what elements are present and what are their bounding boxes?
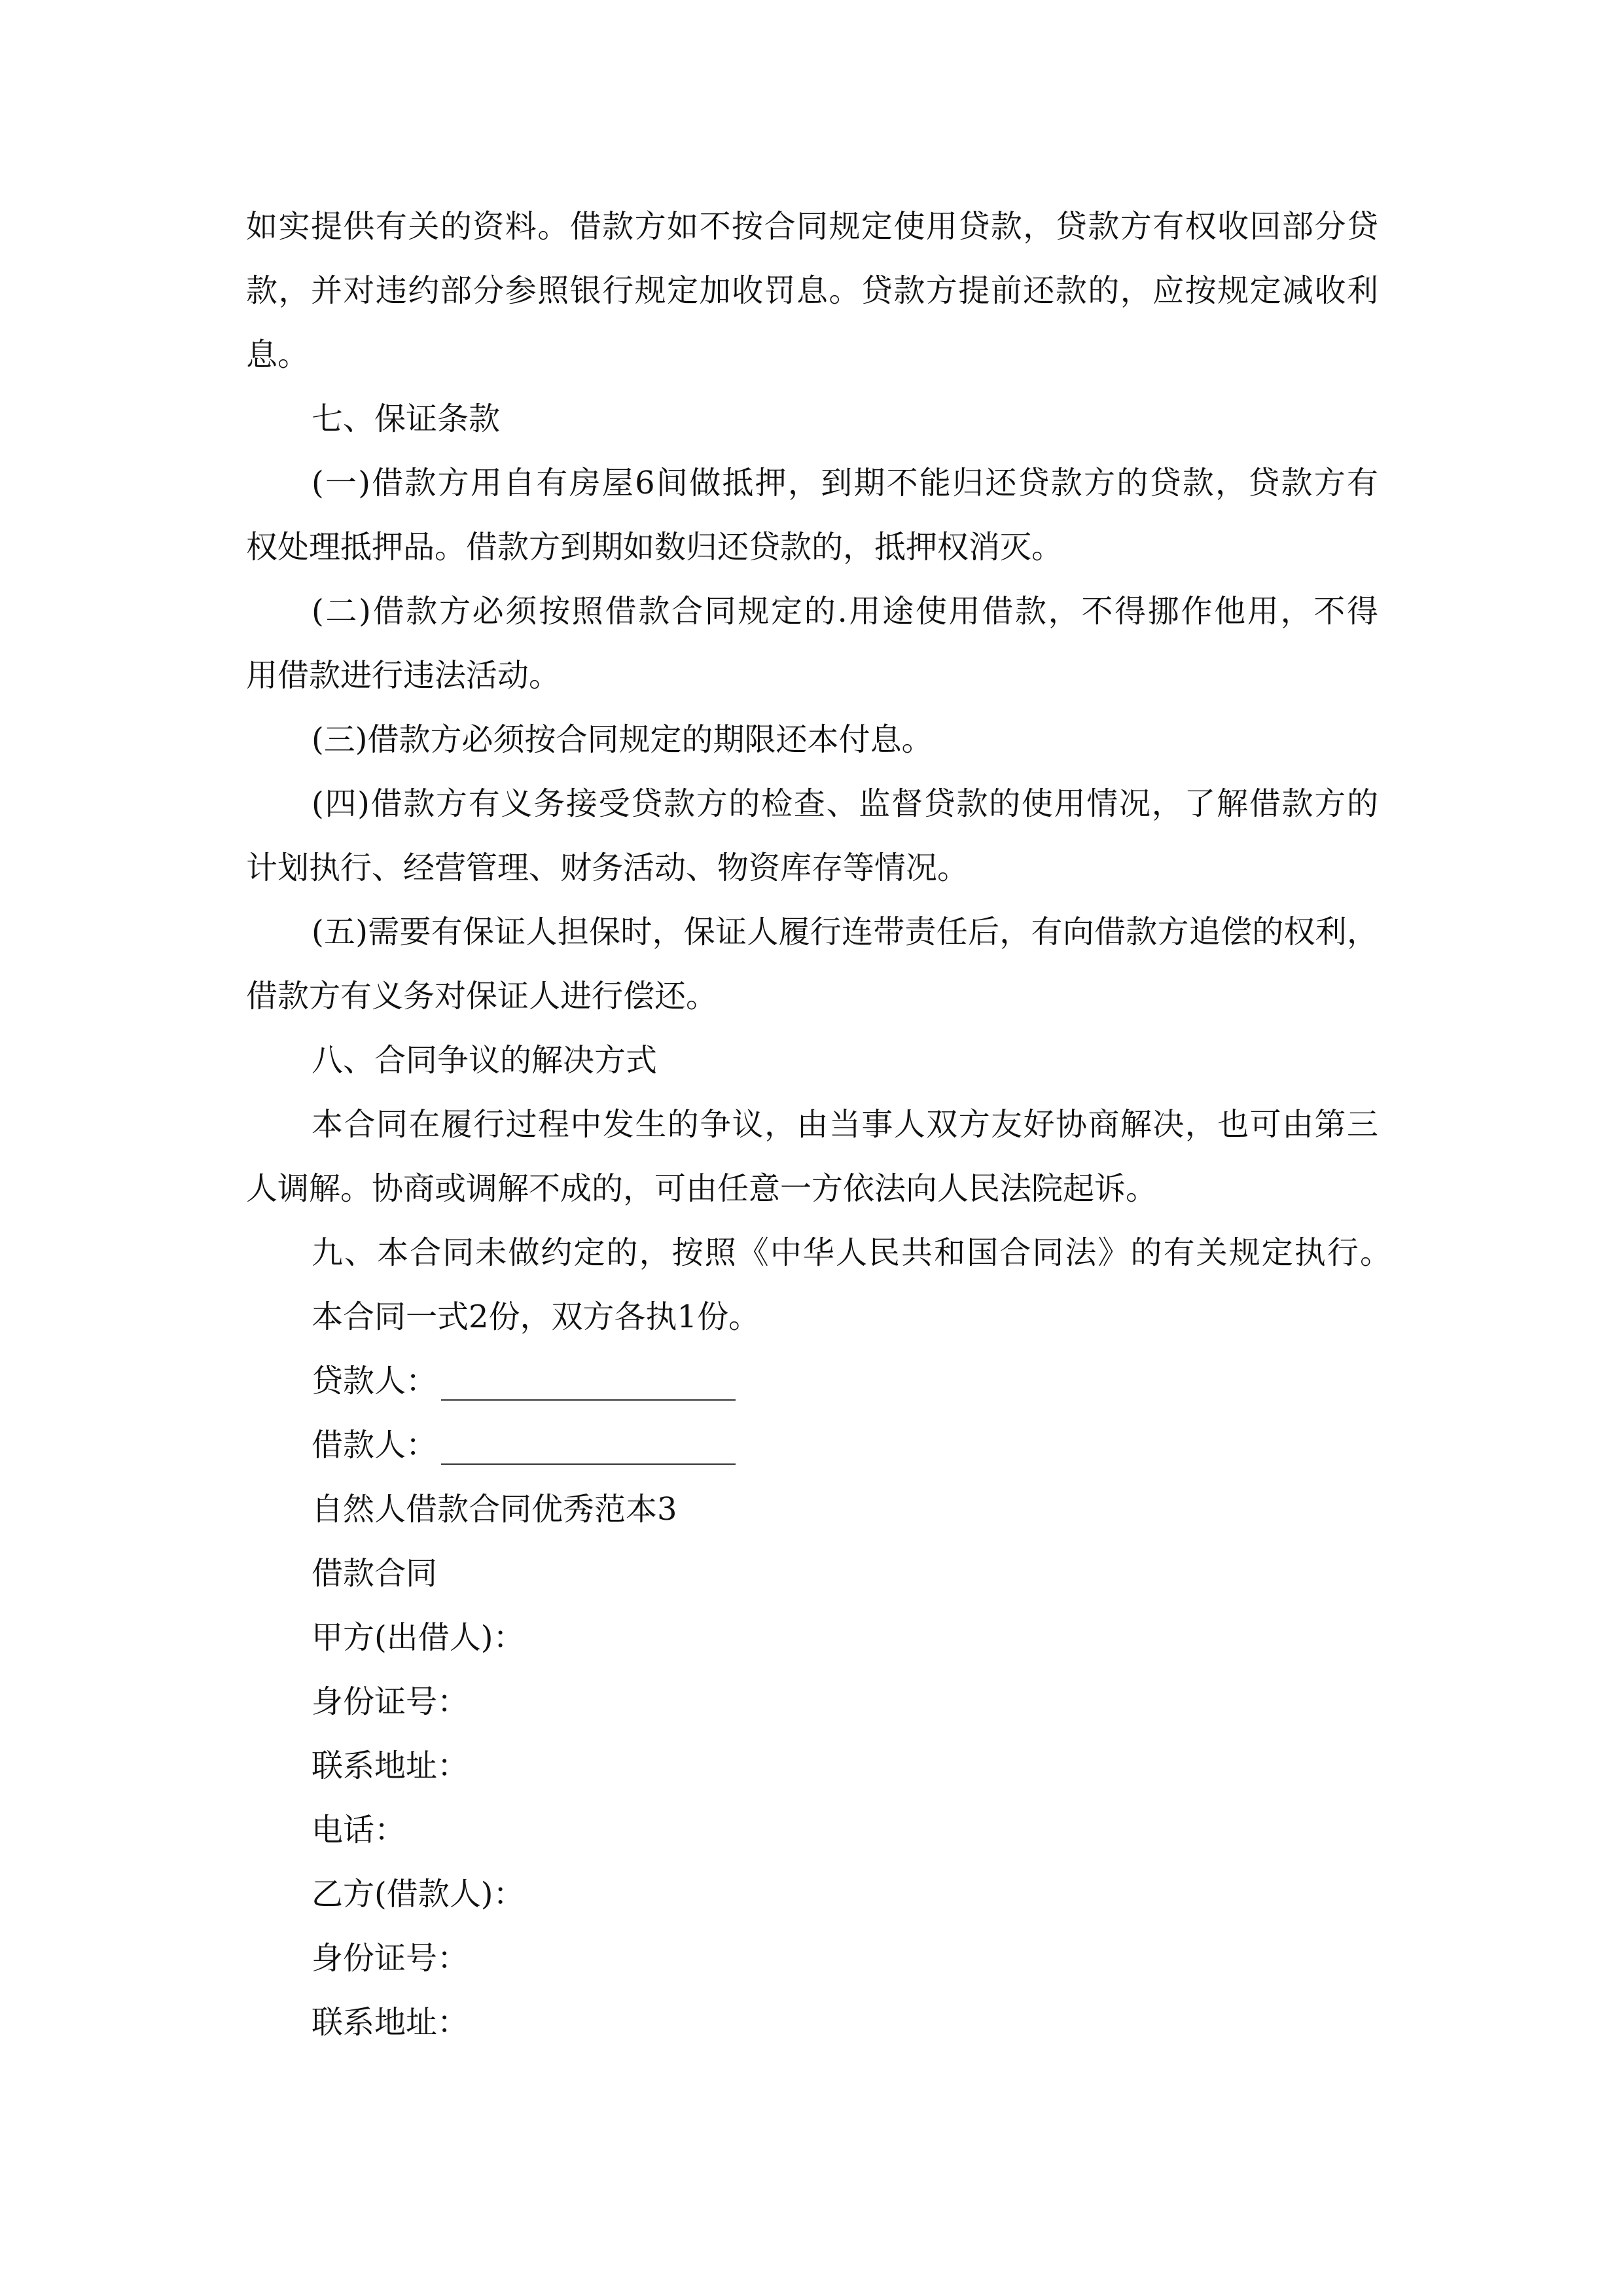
body-text-line: 本合同在履行过程中发生的争议，由当事人双方友好协商解决，也可由第三 (312, 1106, 1378, 1143)
document-subtitle: 自然人借款合同优秀范本3 (312, 1491, 677, 1528)
party-a-phone-label: 电话： (312, 1812, 406, 1848)
body-text-line: 用借款进行违法活动。 (246, 657, 561, 694)
body-text-line: 借款方有义务对保证人进行偿还。 (246, 978, 718, 1014)
body-text-line: 息。 (246, 336, 310, 373)
body-text-line: 权处理抵押品。借款方到期如数归还贷款的，抵押权消灭。 (246, 529, 1063, 565)
lender-signature-blank (441, 1371, 736, 1401)
body-text-line: (四)借款方有义务接受贷款方的检查、监督贷款的使用情况，了解借款方的 (312, 785, 1378, 822)
party-a-id-label: 身份证号： (312, 1683, 469, 1720)
party-a-address-label: 联系地址： (312, 1748, 469, 1784)
borrower-signature-line (312, 1426, 1444, 1465)
body-text-line: 本合同一式2份，双方各执1份。 (312, 1299, 760, 1335)
section-heading: 七、保证条款 (312, 401, 501, 437)
borrower-label: 借款人： (312, 1427, 438, 1463)
body-text-line: 计划执行、经营管理、财务活动、物资库存等情况。 (246, 850, 969, 886)
party-b-address-label: 联系地址： (312, 2004, 469, 2041)
borrower-signature-blank (441, 1435, 736, 1465)
body-text-line: 如实提供有关的资料。借款方如不按合同规定使用贷款，贷款方有权收回部分贷 (246, 208, 1378, 245)
body-text-line: 款，并对违约部分参照银行规定加收罚息。贷款方提前还款的，应按规定减收利 (246, 272, 1378, 309)
body-text-line: 人调解。协商或调解不成的，可由任意一方依法向人民法院起诉。 (246, 1170, 1158, 1207)
body-text-line: (二)借款方必须按照借款合同规定的.用途使用借款，不得挪作他用，不得 (312, 593, 1378, 630)
body-text-line: (三)借款方必须按合同规定的期限还本付息。 (312, 721, 933, 758)
lender-label: 贷款人： (312, 1363, 438, 1399)
party-a-label: 甲方(出借人)： (312, 1619, 525, 1656)
section-heading: 八、合同争议的解决方式 (312, 1042, 658, 1079)
party-b-id-label: 身份证号： (312, 1940, 469, 1977)
lender-signature-line (312, 1361, 1444, 1401)
body-text-line: (一)借款方用自有房屋6间做抵押，到期不能归还贷款方的贷款，贷款方有 (312, 465, 1378, 501)
contract-title: 借款合同 (312, 1555, 438, 1592)
party-b-label: 乙方(借款人)： (312, 1876, 525, 1912)
body-text-line: (五)需要有保证人担保时，保证人履行连带责任后，有向借款方追偿的权利， (312, 914, 1378, 950)
section-heading: 九、本合同未做约定的，按照《中华人民共和国合同法》的有关规定执行。 (312, 1234, 1391, 1271)
